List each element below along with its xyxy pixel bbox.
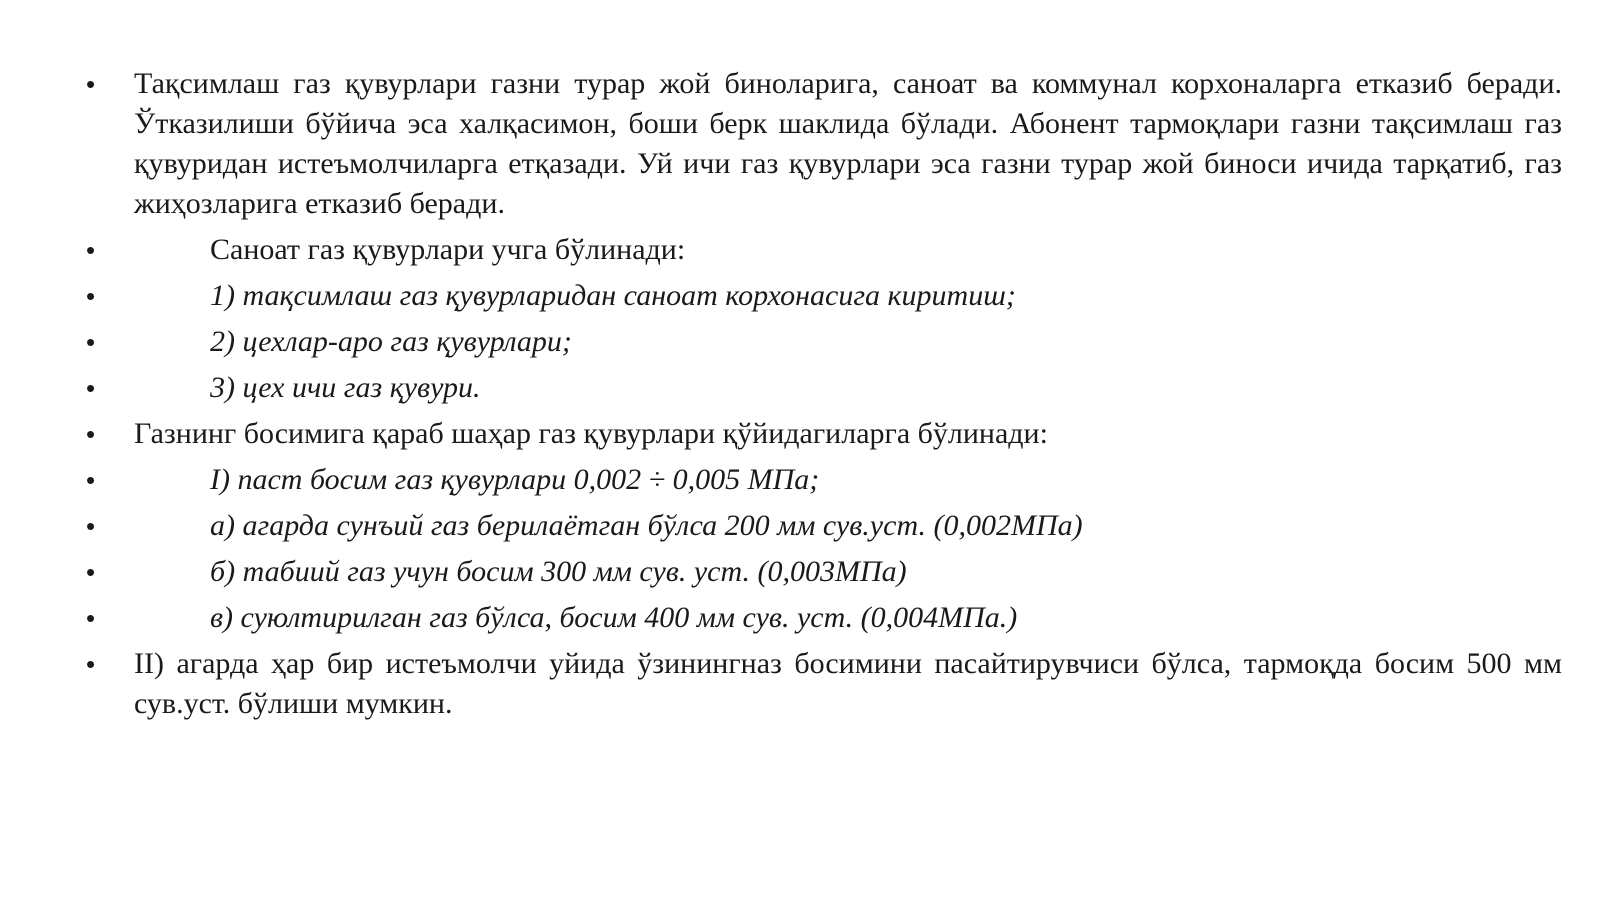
- bullet-text: Саноат газ қувурлари учга бўлинади:: [210, 233, 686, 266]
- bullet-icon: •: [86, 281, 96, 311]
- bullet-icon: •: [86, 373, 96, 403]
- bullet-icon: •: [86, 235, 96, 265]
- bullet-text: I) паст босим газ қувурлари 0,002 ÷ 0,005 МПа;: [210, 463, 820, 496]
- bullet-item-artificial-gas: [86, 506, 1562, 546]
- bullet-text: в) суюлтирилган газ бўлса, босим 400 мм сув. уст. (0,004МПа.): [210, 601, 1018, 634]
- bullet-text: б) табиий газ учун босим 300 мм сув. уст. (0,003МПа): [210, 555, 907, 588]
- bullet-text: 1) тақсимлаш газ қувурларидан саноат корхонасига киритиш;: [210, 279, 1016, 312]
- bullet-text: 3) цех ичи газ қувури.: [210, 371, 481, 404]
- bullet-item-industrial-type-3: [86, 368, 1562, 408]
- bullet-icon: •: [86, 327, 96, 357]
- bullet-item-pressure-classification: [86, 414, 1562, 454]
- bullet-item-industrial-pipelines: [86, 230, 1562, 270]
- bullet-text: Тақсимлаш газ қувурлари газни турар жой биноларига, саноат ва коммунал корхоналарга етказиб беради. Ўтказилиши бўйича эса халқасимон, боши берк шаклида бўлади. Абонент тармоқлари газни тақсимлаш газ қувуридан истеъмолчиларга етқазади. Уй ичи газ қувурлари эса газни турар жой биноси ичида тарқатиб, газ жиҳозларига етказиб беради.: [134, 67, 1562, 220]
- bullet-icon: •: [86, 511, 96, 541]
- bullet-item-natural-gas: [86, 552, 1562, 592]
- bullet-icon: •: [86, 649, 96, 679]
- bullet-item-industrial-type-2: [86, 322, 1562, 362]
- bullet-text: 2) цехлар-аро газ қувурлари;: [210, 325, 572, 358]
- bullet-text: а) агарда сунъий газ берилаётган бўлса 200 мм сув.уст. (0,002МПа): [210, 509, 1083, 542]
- bullet-item-industrial-type-1: [86, 276, 1562, 316]
- bullet-icon: •: [86, 557, 96, 587]
- bullet-icon: •: [86, 465, 96, 495]
- bullet-item-low-pressure: [86, 460, 1562, 500]
- bullet-icon: •: [86, 603, 96, 633]
- bullet-item-distribution-pipelines: [86, 64, 1562, 224]
- bullet-item-pressure-regulator: [86, 644, 1562, 724]
- bullet-text: II) агарда ҳар бир истеъмолчи уйида ўзинингназ босимини пасайтирувчиси бўлса, тармоқда босим 500 мм сув.уст. бўлиши мумкин.: [134, 647, 1562, 720]
- bullet-list: [86, 64, 1562, 730]
- bullet-icon: •: [86, 69, 96, 99]
- bullet-icon: •: [86, 419, 96, 449]
- bullet-item-liquefied-gas: [86, 598, 1562, 638]
- bullet-text: Газнинг босимига қараб шаҳар газ қувурлари қўйидагиларга бўлинади:: [134, 417, 1048, 450]
